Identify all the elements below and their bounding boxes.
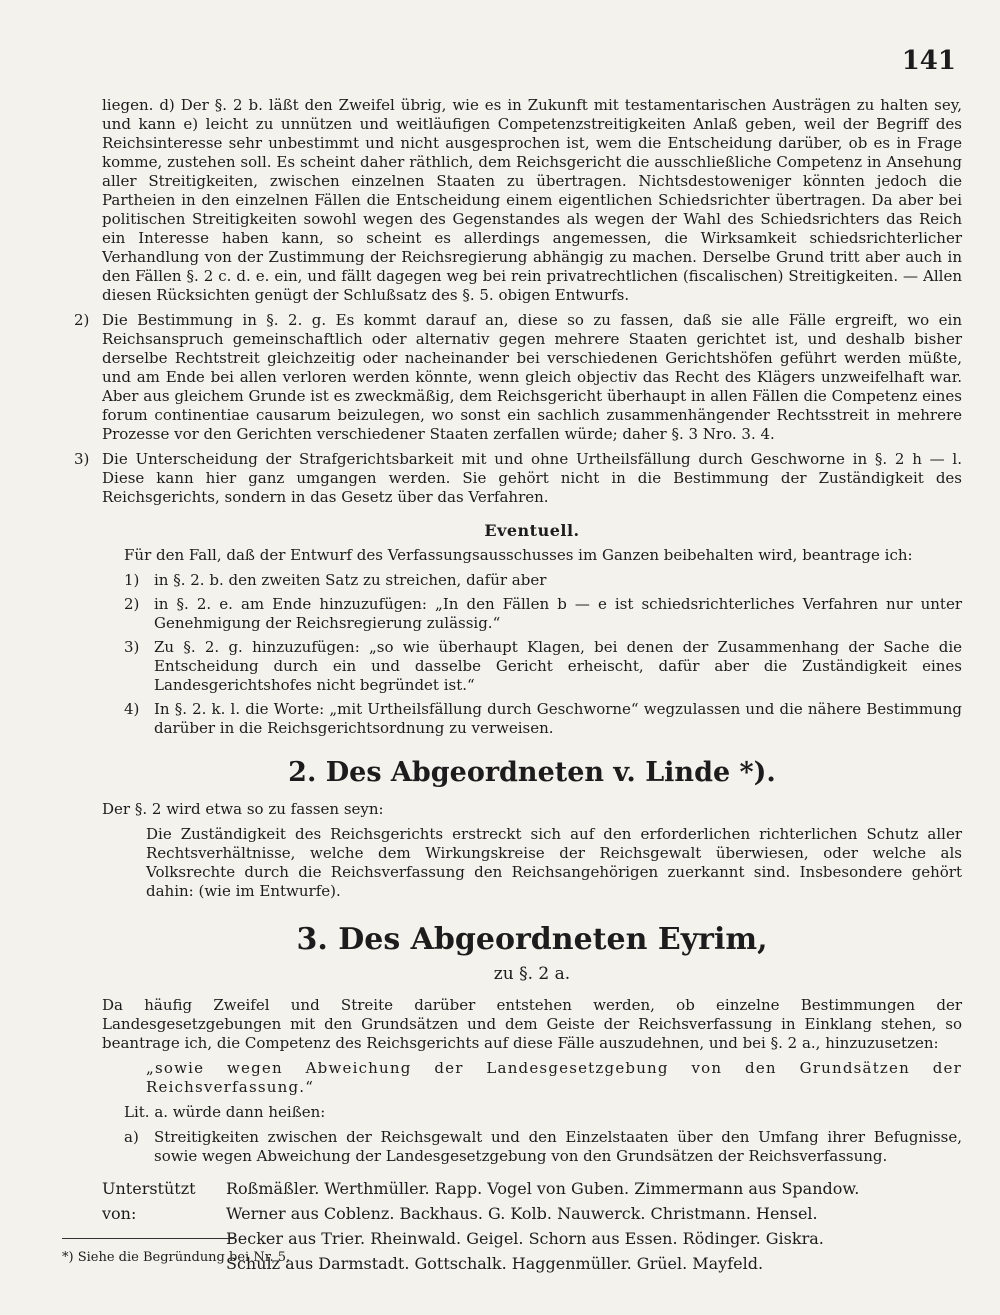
numbered-point: [74, 450, 962, 507]
item-text: in §. 2. e. am Ende hinzuzufügen: „In den Fällen b — e ist schiedsrichterliches Verfahren nur unter Genehmigung der Reichsregierung zulässig.“: [154, 595, 962, 632]
supporters-line: Becker aus Trier. Rheinwald. Geigel. Schorn aus Essen. Rödinger. Giskra.: [226, 1229, 824, 1248]
item-text: Streitigkeiten zwischen der Reichsgewalt und den Einzelstaaten über den Umfang ihrer Befugnisse, sowie wegen Abweichung der Landesgesetzgebung von den Grundsätzen der Reichsverfassung.: [154, 1128, 962, 1165]
eventuell-item: [124, 638, 962, 695]
eventuell-item: [124, 595, 962, 633]
item-number: 3): [124, 638, 140, 656]
footnote-divider: [62, 1238, 234, 1239]
section-2-text: Die Zuständigkeit des Reichsgerichts erstreckt sich auf den erforderlichen richterlichen Schutz aller Rechtsverhältnisse, welche dem Wirkungskreise der Reichsgewalt überwiesen, oder welche als Volksrechte durch die Reichsverfassung den Reichsangehörigen zuerkannt sind. Insbesondere gehört dahin: (wie im Entwurfe).: [146, 825, 962, 900]
section-3-quote: „sowie wegen Abweichung der Landesgesetzgebung von den Grundsätzen der Reichsverfassung.“: [146, 1059, 962, 1096]
item-text: In §. 2. k. l. die Worte: „mit Urtheilsfällung durch Geschworne“ wegzulassen und die nähere Bestimmung darüber in die Reichsgerichtsordnung zu verweisen.: [154, 700, 962, 737]
page-content: [74, 96, 962, 1276]
intro-paragraph: liegen. d) Der §. 2 b. läßt den Zweifel übrig, wie es in Zukunft mit testamentarischen Austrägen zu halten sey, und kann e) leicht zu unnützen und weitläufigen Competenzstreitigkeiten Anlaß geben, weil der Begriff des Reichsinteresse sehr unbestimmt und nicht ausgesprochen ist, wem die Entscheidung darüber, ob es in Frage komme, zustehen soll. Es scheint daher räthlich, dem Reichsgericht die ausschließliche Competenz in Ansehung aller Streitigkeiten, zwischen einzelnen Staaten zu übertragen. Nichtsdestoweniger könnten jedoch die Partheien in den einzelnen Fällen die Entscheidung einem eigentlichen Schiedsrichter übertragen. Da aber bei politischen Streitigkeiten sowohl wegen des Gegenstandes als wegen der Wahl des Schiedsrichters das Reich ein Interesse haben kann, so scheint es allerdings angemessen, die Wirksamkeit schiedsrichterlicher Verhandlung von der Zustimmung der Reichsregierung abhängig zu machen. Derselbe Grund tritt aber auch in den Fällen §. 2 c. d. e. ein, und fällt dagegen weg bei rein privatrechtlichen (fiscalischen) Streitigkeiten. — Allen diesen Rücksichten genügt der Schlußsatz des §. 5. obigen Entwurfs.: [102, 96, 962, 304]
section-3-lit: Lit. a. würde dann heißen:: [124, 1103, 326, 1121]
item-number: a): [124, 1128, 139, 1146]
supporters-names: [226, 1176, 962, 1276]
section-3-item: [124, 1128, 962, 1166]
eventuell-item: [124, 571, 962, 590]
section-3-heading: 3. Des Abgeordneten Eyrim,: [296, 922, 768, 957]
section-3-subheading: zu §. 2 a.: [493, 964, 571, 984]
point-number: 2): [74, 311, 90, 329]
point-text: Die Bestimmung in §. 2. g. Es kommt darauf an, diese so zu fassen, daß sie alle Fälle ergreift, wo ein Reichsanspruch gemeinschaftlich oder alternativ gegen mehrere Staaten gerichtet ist, und deshalb bisher derselbe Rechtstreit gleichzeitig oder nacheinander bei verschiedenen Gerichtshöfen geführt werden müßte, und am Ende bei allen verloren werden könnte, wenn gleich objectiv das Recht des Klägers unzweifelhaft war. Aber aus gleichem Grunde ist es zweckmäßig, dem Reichsgericht überhaupt in allen Fällen die Competenz eines forum continentiae causarum beizulegen, wo sonst ein sachlich zusammenhängender Rechtsstreit in mehrere Prozesse vor den Gerichten verschiedener Staaten zerfallen würde; daher §. 3 Nro. 3. 4.: [102, 311, 962, 443]
supporters-line: Roßmäßler. Werthmüller. Rapp. Vogel von Guben. Zimmermann aus Spandow.: [226, 1179, 860, 1198]
numbered-point: [74, 311, 962, 444]
item-number: 1): [124, 571, 140, 589]
point-text: Die Unterscheidung der Strafgerichtsbarkeit mit und ohne Urtheilsfällung durch Geschworne in §. 2 h — l. Diese kann hier ganz umgangen werden. Sie gehört nicht in die Bestimmung der Zuständigkeit des Reichsgerichts, sondern in das Gesetz über das Verfahren.: [102, 450, 962, 506]
point-number: 3): [74, 450, 90, 468]
eventuell-item: [124, 700, 962, 738]
item-text: Zu §. 2. g. hinzuzufügen: „so wie überhaupt Klagen, bei denen der Zusammenhang der Sache die Entscheidung durch ein und dasselbe Gericht erheischt, dafür aber die Zuständigkeit eines Landesgerichtshofes nicht begründet ist.“: [154, 638, 962, 694]
supporters-line: Werner aus Coblenz. Backhaus. G. Kolb. Nauwerck. Christmann. Hensel.: [226, 1204, 818, 1223]
item-number: 4): [124, 700, 140, 718]
section-2-heading: 2. Des Abgeordneten v. Linde *).: [288, 757, 776, 788]
page-number: 141: [901, 46, 956, 76]
item-text: in §. 2. b. den zweiten Satz zu streichen, dafür aber: [154, 571, 547, 589]
section-3-paragraph: Da häufig Zweifel und Streite darüber entstehen werden, ob einzelne Bestimmungen der Landesgesetzgebungen mit den Grundsätzen und dem Geiste der Reichsverfassung in Einklang stehen, so beantrage ich, die Competenz des Reichsgerichts auf diese Fälle auszudehnen, und bei §. 2 a., hinzuzusetzen:: [102, 996, 962, 1052]
eventuell-intro: Für den Fall, daß der Entwurf des Verfassungsausschusses im Ganzen beibehalten wird, beantrage ich:: [124, 546, 913, 564]
eventuell-heading: Eventuell.: [484, 521, 580, 540]
supporters-line: Schulz aus Darmstadt. Gottschalk. Haggenmüller. Grüel. Mayfeld.: [226, 1254, 764, 1273]
item-number: 2): [124, 595, 140, 613]
supporters-label: Unterstützt von:: [102, 1179, 196, 1223]
section-2-intro: Der §. 2 wird etwa so zu fassen seyn:: [102, 800, 384, 818]
footnote: *) Siehe die Begründung bei Nr. 5.: [62, 1250, 291, 1265]
